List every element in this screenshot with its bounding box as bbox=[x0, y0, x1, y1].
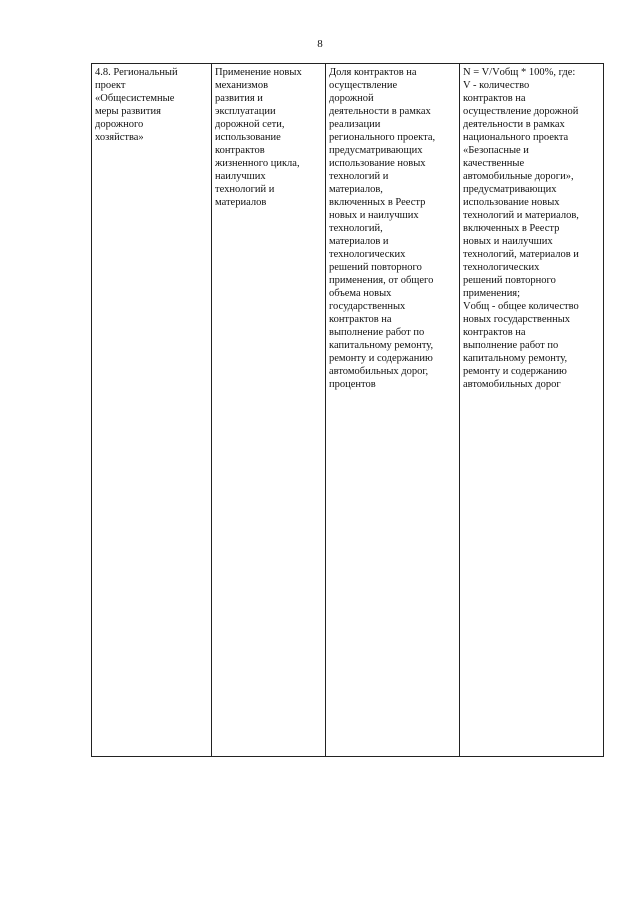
table-row bbox=[92, 64, 604, 757]
indicator-table bbox=[91, 63, 604, 757]
page-number: 8 bbox=[317, 38, 323, 50]
mechanism-cell: Применение новых механизмов развития и эксплуатации дорожной сети, использование контрактов жизненного цикла, наилучших технологий и материалов bbox=[212, 64, 326, 757]
indicator-cell: Доля контрактов на осуществление дорожной деятельности в рамках реализации регионального проекта, предусматривающих использование новых технологий и материалов, включенных в Реестр новых и наилучших технологий, материалов и технологических решений повторного применения, от общего объема новых государственных контрактов на выполнение работ по капитальному ремонту, ремонту и содержанию автомобильных дорог, процентов bbox=[326, 64, 460, 757]
formula-cell: N = V/Vобщ * 100%, где: V - количество контрактов на осуществление дорожной деятельности в рамках национального проекта «Безопасные и качественные автомобильные дороги», предусматривающих использование новых технологий и материалов, включенных в Реестр новых и наилучших технологий, материалов и технологических решений повторного применения; Vобщ - общее количество новых государственных контрактов на выполнение работ по капитальному ремонту, ремонту и содержанию автомобильных дорог bbox=[460, 64, 604, 757]
project-name-cell: 4.8. Региональный проект «Общесистемные меры развития дорожного хозяйства» bbox=[92, 64, 212, 757]
